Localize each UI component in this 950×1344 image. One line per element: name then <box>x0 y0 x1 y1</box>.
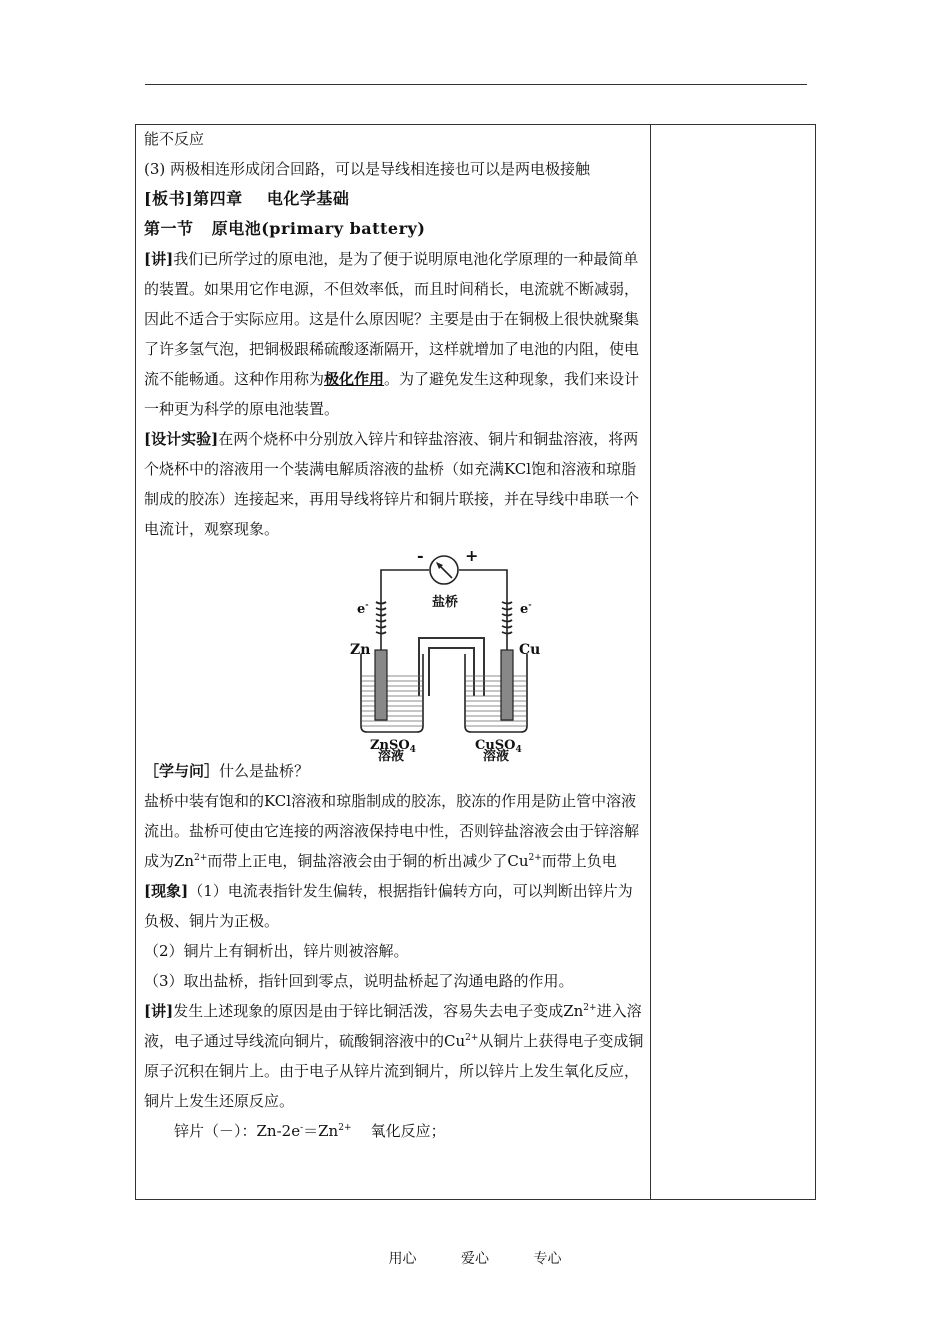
answer-paragraph <box>144 786 646 876</box>
equation-text: 锌片（－）：Zn-2e <box>174 1122 301 1140</box>
superscript: 2+ <box>465 1033 479 1043</box>
phenomenon-paragraph <box>144 876 646 936</box>
solution-label-left: 溶液 <box>378 749 405 764</box>
lecture-text: 我们已所学过的原电池，是为了便于说明原电池化学原理的一种最简单的装置。如果用它作电源，不但效率低，而且时间稍长，电流就不断减弱，因此不适合于实际应用。这是什么原因呢？主要是由于在铜极上很快就聚集了许多氢气泡，把铜极跟稀硫酸逐渐隔开，这样就增加了电池的内阻，使电流不能畅通。这种作用称为 <box>144 250 640 388</box>
half-reaction-equation <box>144 1116 646 1146</box>
phenomenon-text: （1）电流表指针发生偏转，根据指针偏转方向，可以判断出锌片为负极、铜片为正极。 <box>144 882 633 930</box>
superscript: 2+ <box>528 853 542 863</box>
zinc-electrode <box>375 650 387 720</box>
galvanic-cell-diagram <box>344 546 544 764</box>
phenomenon-tag: [现象] <box>144 882 189 900</box>
table-column-divider <box>650 124 651 1200</box>
experiment-paragraph <box>144 424 646 544</box>
lecture-text: 。为了避免发生这种现象，我们来设计一种更为科学的原电池装置。 <box>144 370 640 418</box>
experiment-text: 在两个烧杯中分别放入锌片和锌盐溶液、铜片和铜盐溶液，将两个烧杯中的溶液用一个装满电解质溶液的盐桥（如充满KCl饱和溶液和琼脂制成的胶冻）连接起来，再用导线将锌片和铜片联接，并在导线中串联一个电流计，观察现象。 <box>144 430 640 538</box>
ammeter-plus-label: + <box>465 546 479 565</box>
lecture-paragraph <box>144 244 646 424</box>
ammeter-minus-label: - <box>417 546 424 565</box>
footer-text: 专心 <box>533 1251 562 1267</box>
copper-electrode <box>501 650 513 720</box>
footer-text: 用心 <box>388 1251 417 1267</box>
phenomenon-item: （3）取出盐桥，指针回到零点，说明盐桥起了沟通电路的作用。 <box>144 972 574 990</box>
header-rule <box>145 84 807 85</box>
paragraph: 能不反应 <box>144 130 205 148</box>
lecture-tag: [讲] <box>144 250 174 268</box>
salt-bridge-label: 盐桥 <box>432 595 459 610</box>
superscript: 2+ <box>583 1003 597 1013</box>
zinc-label: Zn <box>350 642 371 658</box>
cuso4-label: CuSO$_4$ <box>475 738 522 755</box>
electron-label-right: e- <box>520 599 532 617</box>
section-heading: 第一节 原电池(primary battery) <box>144 219 426 238</box>
chapter-heading: [板书]第四章 电化学基础 <box>144 189 350 208</box>
lecture-text: 进入溶液，电子通过导线流向铜片，硫酸铜溶液中的Cu <box>144 1002 642 1050</box>
equation-text: ＝Zn <box>303 1122 339 1140</box>
copper-label: Cu <box>519 642 541 658</box>
equation-text: 氧化反应； <box>351 1122 446 1140</box>
znso4-label: ZnSO$_4$ <box>370 738 416 755</box>
solution-label-right: 溶液 <box>483 749 510 764</box>
electron-label-left: e- <box>357 599 369 617</box>
question-text: 什么是盐桥？ <box>219 762 310 780</box>
phenomenon-item: （2）铜片上有铜析出，锌片则被溶解。 <box>144 942 409 960</box>
superscript: 2+ <box>338 1123 352 1133</box>
paragraph: (3) 两极相连形成闭合回路，可以是导线相连接也可以是两电极接触 <box>144 160 591 178</box>
superscript: 2+ <box>194 853 208 863</box>
footer-text: 爱心 <box>461 1251 489 1267</box>
lecture-paragraph <box>144 996 646 1116</box>
lecture-text: 发生上述现象的原因是由于锌比铜活泼，容易失去电子变成Zn <box>173 1002 584 1020</box>
answer-text: 而带上正电，铜盐溶液会由于铜的析出减少了Cu <box>207 852 529 870</box>
superscript: - <box>300 1123 304 1133</box>
answer-text: 盐桥中装有饱和的KCl溶液和琼脂制成的胶冻，胶冻的作用是防止管中溶液流出。盐桥可使由它连接的两溶液保持电中性，否则锌盐溶液会由于锌溶解成为Zn <box>144 792 640 870</box>
experiment-tag: [设计实验] <box>144 430 219 448</box>
lecture-tag: [讲] <box>144 1002 174 1020</box>
answer-text: 而带上负电 <box>541 852 617 870</box>
key-term: 极化作用 <box>324 370 385 388</box>
lesson-content <box>144 124 646 1146</box>
page-footer <box>0 1248 950 1268</box>
question-tag: ［学与问］ <box>144 762 220 780</box>
lecture-text: 从铜片上获得电子变成铜原子沉积在铜片上。由于电子从锌片流到铜片，所以锌片上发生氧化反应，铜片上发生还原反应。 <box>144 1032 644 1110</box>
